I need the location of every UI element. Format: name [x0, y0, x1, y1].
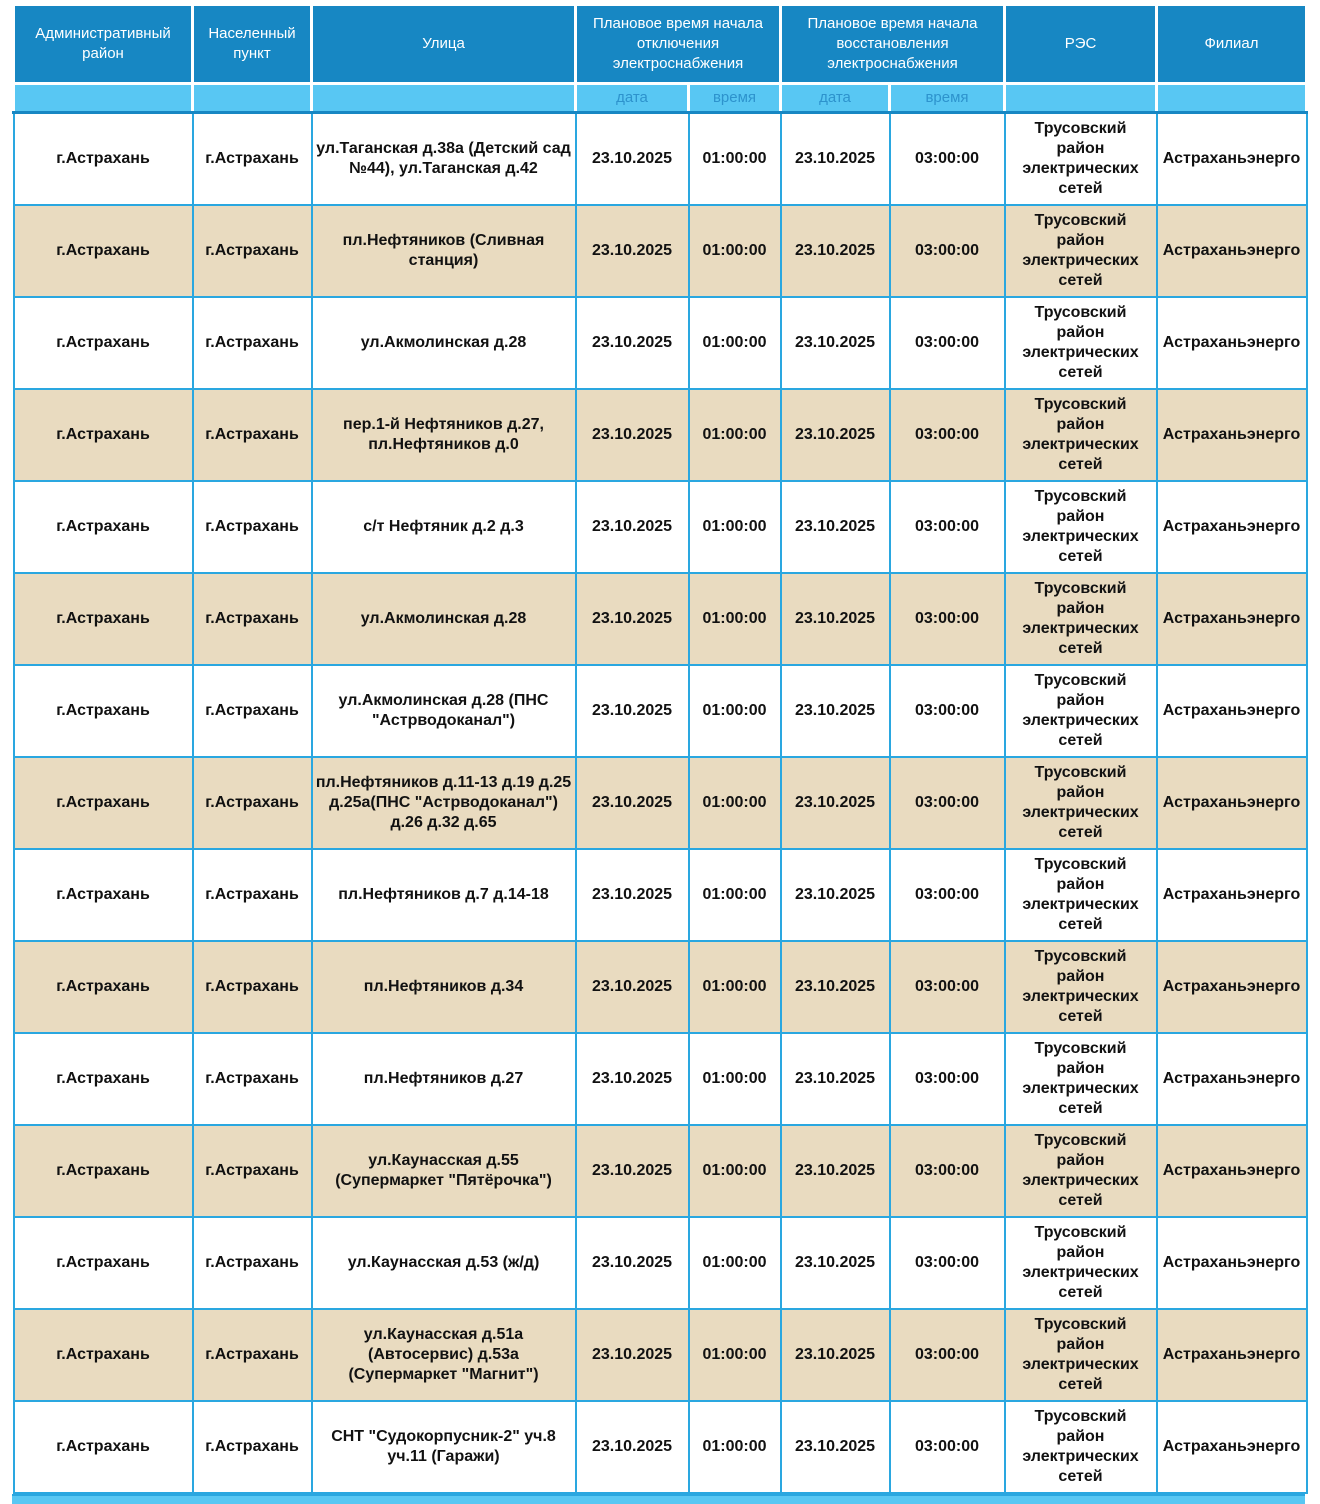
cell-branch: Астраханьэнерго: [1157, 1309, 1307, 1401]
cell-outage-date: 23.10.2025: [576, 1401, 689, 1493]
cell-settlement: г.Астрахань: [193, 1125, 312, 1217]
subheader-empty: [312, 84, 576, 113]
cell-outage-time: 01:00:00: [689, 941, 781, 1033]
cell-res: Трусовский район электрических сетей: [1005, 1217, 1157, 1309]
cell-outage-date: 23.10.2025: [576, 941, 689, 1033]
table-body: [14, 113, 1307, 1494]
cell-restore-date: 23.10.2025: [781, 481, 890, 573]
cell-res: Трусовский район электрических сетей: [1005, 941, 1157, 1033]
cell-outage-date: 23.10.2025: [576, 1309, 689, 1401]
cell-restore-date: 23.10.2025: [781, 757, 890, 849]
cell-settlement: г.Астрахань: [193, 481, 312, 573]
cell-outage-time: 01:00:00: [689, 573, 781, 665]
cell-branch: Астраханьэнерго: [1157, 113, 1307, 206]
cell-street: пл.Нефтяников д.34: [312, 941, 576, 1033]
subheader-outage-date: дата: [576, 84, 689, 113]
cell-restore-time: 03:00:00: [890, 941, 1005, 1033]
cell-admin-district: г.Астрахань: [14, 481, 193, 573]
cell-settlement: г.Астрахань: [193, 389, 312, 481]
table-row: [14, 481, 1307, 573]
cell-res: Трусовский район электрических сетей: [1005, 1309, 1157, 1401]
cell-restore-date: 23.10.2025: [781, 1401, 890, 1493]
cell-street: ул.Акмолинская д.28: [312, 573, 576, 665]
cell-res: Трусовский район электрических сетей: [1005, 1401, 1157, 1493]
cell-outage-time: 01:00:00: [689, 1033, 781, 1125]
cell-street: пл.Нефтяников (Сливная станция): [312, 205, 576, 297]
cell-res: Трусовский район электрических сетей: [1005, 757, 1157, 849]
cell-settlement: г.Астрахань: [193, 665, 312, 757]
cell-outage-date: 23.10.2025: [576, 297, 689, 389]
cell-admin-district: г.Астрахань: [14, 757, 193, 849]
cell-outage-date: 23.10.2025: [576, 1125, 689, 1217]
cell-street: ул.Каунасская д.51а (Автосервис) д.53а (Супермаркет "Магнит"): [312, 1309, 576, 1401]
next-row-strip: [12, 1494, 1305, 1504]
cell-res: Трусовский район электрических сетей: [1005, 297, 1157, 389]
cell-settlement: г.Астрахань: [193, 1217, 312, 1309]
cell-outage-date: 23.10.2025: [576, 757, 689, 849]
cell-outage-time: 01:00:00: [689, 205, 781, 297]
cell-admin-district: г.Астрахань: [14, 1401, 193, 1493]
cell-street: ул.Акмолинская д.28 (ПНС "Астрводоканал"): [312, 665, 576, 757]
cell-branch: Астраханьэнерго: [1157, 297, 1307, 389]
table-row: [14, 1401, 1307, 1493]
cell-branch: Астраханьэнерго: [1157, 389, 1307, 481]
table-row: [14, 205, 1307, 297]
subheader-outage-time: время: [689, 84, 781, 113]
subheader-empty: [14, 84, 193, 113]
cell-settlement: г.Астрахань: [193, 113, 312, 206]
cell-settlement: г.Астрахань: [193, 941, 312, 1033]
cell-settlement: г.Астрахань: [193, 757, 312, 849]
cell-outage-time: 01:00:00: [689, 297, 781, 389]
table-row: [14, 1033, 1307, 1125]
cell-admin-district: г.Астрахань: [14, 941, 193, 1033]
cell-restore-date: 23.10.2025: [781, 1033, 890, 1125]
cell-outage-time: 01:00:00: [689, 1217, 781, 1309]
cell-admin-district: г.Астрахань: [14, 205, 193, 297]
cell-outage-date: 23.10.2025: [576, 1217, 689, 1309]
table-row: [14, 573, 1307, 665]
cell-settlement: г.Астрахань: [193, 297, 312, 389]
header-res: РЭС: [1005, 5, 1157, 84]
subheader-empty: [1005, 84, 1157, 113]
cell-restore-date: 23.10.2025: [781, 205, 890, 297]
cell-settlement: г.Астрахань: [193, 1309, 312, 1401]
cell-admin-district: г.Астрахань: [14, 573, 193, 665]
cell-street: пл.Нефтяников д.11-13 д.19 д.25 д.25а(ПНС "Астрводоканал") д.26 д.32 д.65: [312, 757, 576, 849]
cell-settlement: г.Астрахань: [193, 573, 312, 665]
cell-branch: Астраханьэнерго: [1157, 757, 1307, 849]
cell-restore-time: 03:00:00: [890, 757, 1005, 849]
page: [0, 3, 1320, 1504]
cell-street: ул.Каунасская д.55 (Супермаркет "Пятёрочка"): [312, 1125, 576, 1217]
cell-restore-time: 03:00:00: [890, 389, 1005, 481]
header-row: [14, 5, 1307, 84]
cell-outage-time: 01:00:00: [689, 1125, 781, 1217]
cell-restore-time: 03:00:00: [890, 665, 1005, 757]
cell-restore-time: 03:00:00: [890, 481, 1005, 573]
cell-branch: Астраханьэнерго: [1157, 849, 1307, 941]
cell-settlement: г.Астрахань: [193, 1401, 312, 1493]
cell-settlement: г.Астрахань: [193, 205, 312, 297]
header-branch: Филиал: [1157, 5, 1307, 84]
cell-res: Трусовский район электрических сетей: [1005, 389, 1157, 481]
header-street: Улица: [312, 5, 576, 84]
cell-street: с/т Нефтяник д.2 д.3: [312, 481, 576, 573]
cell-branch: Астраханьэнерго: [1157, 1033, 1307, 1125]
cell-restore-date: 23.10.2025: [781, 941, 890, 1033]
header-outage-start: Плановое время начала отключения электроснабжения: [576, 5, 781, 84]
cell-outage-time: 01:00:00: [689, 113, 781, 206]
cell-res: Трусовский район электрических сетей: [1005, 205, 1157, 297]
table-row: [14, 1217, 1307, 1309]
cell-branch: Астраханьэнерго: [1157, 941, 1307, 1033]
header-restore-start: Плановое время начала восстановления электроснабжения: [781, 5, 1005, 84]
cell-restore-time: 03:00:00: [890, 1401, 1005, 1493]
cell-res: Трусовский район электрических сетей: [1005, 1125, 1157, 1217]
table-row: [14, 1125, 1307, 1217]
cell-restore-time: 03:00:00: [890, 1033, 1005, 1125]
cell-outage-time: 01:00:00: [689, 665, 781, 757]
cell-restore-date: 23.10.2025: [781, 297, 890, 389]
cell-restore-time: 03:00:00: [890, 205, 1005, 297]
cell-restore-time: 03:00:00: [890, 1217, 1005, 1309]
cell-street: ул.Каунасская д.53 (ж/д): [312, 1217, 576, 1309]
cell-outage-time: 01:00:00: [689, 389, 781, 481]
cell-outage-time: 01:00:00: [689, 481, 781, 573]
cell-street: пер.1-й Нефтяников д.27, пл.Нефтяников д.0: [312, 389, 576, 481]
outage-table: [12, 3, 1308, 1494]
cell-res: Трусовский район электрических сетей: [1005, 849, 1157, 941]
cell-admin-district: г.Астрахань: [14, 1217, 193, 1309]
table-row: [14, 389, 1307, 481]
cell-settlement: г.Астрахань: [193, 1033, 312, 1125]
cell-branch: Астраханьэнерго: [1157, 573, 1307, 665]
table-header: [14, 5, 1307, 113]
cell-admin-district: г.Астрахань: [14, 297, 193, 389]
cell-outage-time: 01:00:00: [689, 849, 781, 941]
cell-street: пл.Нефтяников д.7 д.14-18: [312, 849, 576, 941]
table-row: [14, 113, 1307, 206]
cell-branch: Астраханьэнерго: [1157, 1125, 1307, 1217]
cell-admin-district: г.Астрахань: [14, 665, 193, 757]
cell-restore-date: 23.10.2025: [781, 1125, 890, 1217]
cell-res: Трусовский район электрических сетей: [1005, 113, 1157, 206]
cell-restore-time: 03:00:00: [890, 573, 1005, 665]
cell-outage-time: 01:00:00: [689, 1309, 781, 1401]
subheader-restore-time: время: [890, 84, 1005, 113]
cell-restore-date: 23.10.2025: [781, 389, 890, 481]
table-row: [14, 665, 1307, 757]
cell-admin-district: г.Астрахань: [14, 113, 193, 206]
cell-outage-date: 23.10.2025: [576, 849, 689, 941]
cell-branch: Астраханьэнерго: [1157, 1401, 1307, 1493]
cell-restore-date: 23.10.2025: [781, 1217, 890, 1309]
cell-res: Трусовский район электрических сетей: [1005, 1033, 1157, 1125]
table-row: [14, 849, 1307, 941]
table-row: [14, 757, 1307, 849]
cell-outage-date: 23.10.2025: [576, 665, 689, 757]
cell-restore-time: 03:00:00: [890, 1125, 1005, 1217]
cell-admin-district: г.Астрахань: [14, 1309, 193, 1401]
subheader-empty: [193, 84, 312, 113]
cell-street: ул.Акмолинская д.28: [312, 297, 576, 389]
subheader-row: [14, 84, 1307, 113]
cell-outage-date: 23.10.2025: [576, 113, 689, 206]
cell-restore-time: 03:00:00: [890, 113, 1005, 206]
header-settlement: Населенный пункт: [193, 5, 312, 84]
header-admin-district: Административный район: [14, 5, 193, 84]
table-row: [14, 1309, 1307, 1401]
subheader-empty: [1157, 84, 1307, 113]
table-row: [14, 297, 1307, 389]
cell-restore-time: 03:00:00: [890, 297, 1005, 389]
cell-branch: Астраханьэнерго: [1157, 1217, 1307, 1309]
cell-outage-date: 23.10.2025: [576, 1033, 689, 1125]
cell-restore-date: 23.10.2025: [781, 849, 890, 941]
cell-outage-date: 23.10.2025: [576, 205, 689, 297]
cell-restore-date: 23.10.2025: [781, 573, 890, 665]
cell-street: пл.Нефтяников д.27: [312, 1033, 576, 1125]
cell-settlement: г.Астрахань: [193, 849, 312, 941]
table-row: [14, 941, 1307, 1033]
cell-res: Трусовский район электрических сетей: [1005, 573, 1157, 665]
cell-admin-district: г.Астрахань: [14, 849, 193, 941]
cell-admin-district: г.Астрахань: [14, 1033, 193, 1125]
cell-restore-time: 03:00:00: [890, 849, 1005, 941]
cell-restore-date: 23.10.2025: [781, 1309, 890, 1401]
cell-branch: Астраханьэнерго: [1157, 205, 1307, 297]
cell-branch: Астраханьэнерго: [1157, 481, 1307, 573]
cell-admin-district: г.Астрахань: [14, 1125, 193, 1217]
cell-admin-district: г.Астрахань: [14, 389, 193, 481]
cell-outage-time: 01:00:00: [689, 1401, 781, 1493]
cell-res: Трусовский район электрических сетей: [1005, 481, 1157, 573]
cell-street: СНТ "Судокорпусник-2" уч.8 уч.11 (Гаражи): [312, 1401, 576, 1493]
cell-street: ул.Таганская д.38а (Детский сад №44), ул.Таганская д.42: [312, 113, 576, 206]
cell-restore-time: 03:00:00: [890, 1309, 1005, 1401]
cell-outage-date: 23.10.2025: [576, 389, 689, 481]
cell-outage-date: 23.10.2025: [576, 481, 689, 573]
cell-restore-date: 23.10.2025: [781, 665, 890, 757]
cell-restore-date: 23.10.2025: [781, 113, 890, 206]
cell-branch: Астраханьэнерго: [1157, 665, 1307, 757]
cell-outage-date: 23.10.2025: [576, 573, 689, 665]
cell-outage-time: 01:00:00: [689, 757, 781, 849]
subheader-restore-date: дата: [781, 84, 890, 113]
cell-res: Трусовский район электрических сетей: [1005, 665, 1157, 757]
